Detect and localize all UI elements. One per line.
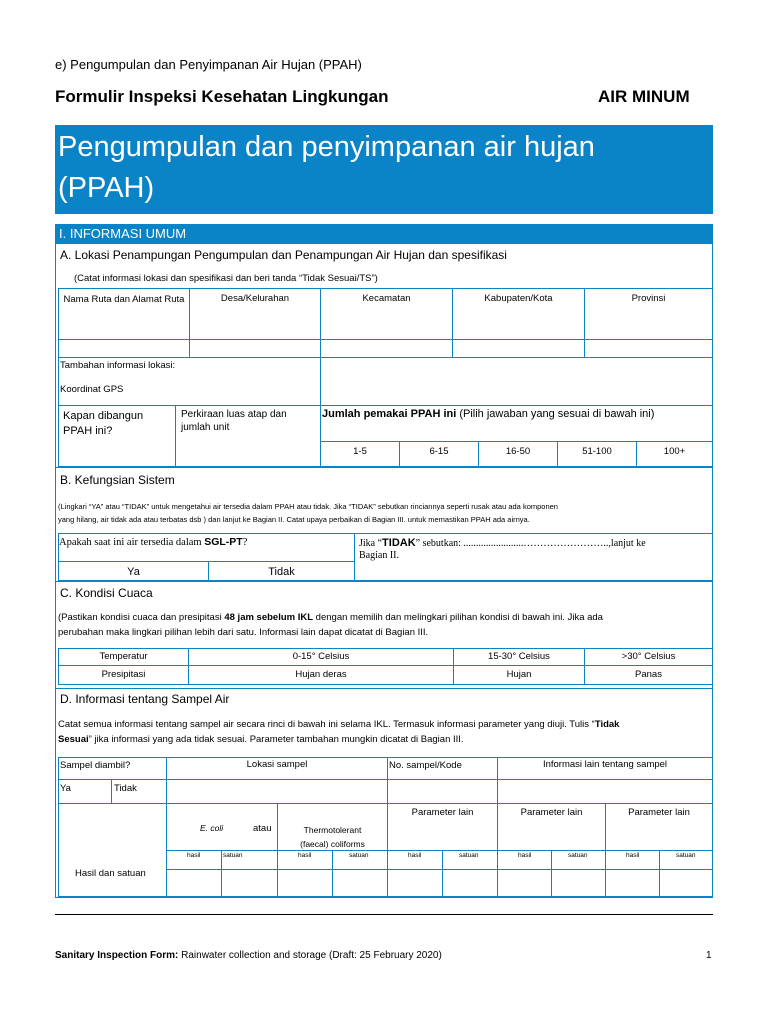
input-no-sampel[interactable]: [387, 779, 498, 804]
tambahan-input[interactable]: [320, 357, 713, 406]
presipitasi-label: Presipitasi: [58, 665, 189, 685]
banner-line-1: Pengumpulan dan penyimpanan air hujan: [58, 131, 595, 163]
jumlah-option[interactable]: 100+: [636, 441, 713, 467]
question-label: Apakah saat ini air tersedia dalam SGL-PT?: [59, 536, 248, 548]
banner-line-2: (PPAH): [58, 172, 155, 204]
thermo-label-2: (faecal) coliforms: [300, 839, 365, 849]
input-kecamatan[interactable]: [320, 339, 453, 358]
form-title: Formulir Inspeksi Kesehatan Lingkungan: [55, 87, 389, 106]
satuan-header: satuan: [442, 850, 498, 870]
input-satuan[interactable]: [332, 869, 388, 897]
input-kabupaten[interactable]: [452, 339, 585, 358]
ya-option[interactable]: Ya: [58, 561, 209, 581]
hasil-header: hasil: [605, 850, 660, 870]
kapan-cell[interactable]: [58, 405, 176, 467]
section-c-note-2: perubahan maka lingkari pilihan lebih dari satu. Informasi lain dapat dicatat di Bagian III.: [58, 627, 429, 638]
col-lokasi: Lokasi sampel: [166, 757, 388, 780]
jumlah-cell: [320, 405, 713, 442]
col-desa: Desa/Kelurahan: [189, 288, 321, 340]
input-hasil[interactable]: [387, 869, 443, 897]
col-nama-ruta: Nama Ruta dan Alamat Ruta: [58, 288, 190, 340]
input-nama-ruta[interactable]: [58, 339, 190, 358]
input-hasil[interactable]: [166, 869, 222, 897]
jumlah-option[interactable]: 16-50: [478, 441, 558, 467]
col-info-lain: Informasi lain tentang sampel: [497, 757, 713, 780]
input-satuan[interactable]: [221, 869, 278, 897]
ecoli-cell: [166, 803, 278, 851]
atau-label: atau: [253, 823, 272, 834]
jika-label: Jika “TIDAK” sebutkan: ........................……………………..,lanjut ke: [359, 537, 646, 549]
question-cell: [58, 533, 355, 562]
col-kabupaten: Kabupaten/Kota: [452, 288, 585, 340]
hasil-header: hasil: [387, 850, 443, 870]
section-d-note-2: Sesuai” jika informasi yang ada tidak sesuai. Parameter tambahan mungkin dicatat di Bagian III.: [58, 734, 464, 745]
section-c-title: C. Kondisi Cuaca: [60, 586, 153, 600]
col-kecamatan: Kecamatan: [320, 288, 453, 340]
col-no-sampel: No. sampel/Kode: [387, 757, 498, 780]
param-lain-cell[interactable]: Parameter lain: [605, 803, 713, 851]
temp-option[interactable]: >30° Celsius: [584, 648, 713, 666]
sampel-tidak[interactable]: Tidak: [111, 779, 167, 804]
input-hasil[interactable]: [605, 869, 660, 897]
satuan-header: satuan: [551, 850, 606, 870]
tambahan-label: Tambahan informasi lokasi:: [60, 360, 176, 371]
section-a-note: (Catat informasi lokasi dan spesifikasi dan beri tanda “Tidak Sesuai/TS”): [74, 273, 378, 284]
tambahan-cell[interactable]: [58, 357, 321, 406]
thermo-cell: [277, 803, 388, 851]
satuan-header: satuan: [659, 850, 713, 870]
jika-line-2: Bagian II.: [359, 550, 399, 561]
section-b-note-2: yang hilang, air tidak ada atau terbatas dsb ) dan lanjut ke Bagian II. Catat upaya perbaikan di Bagian III. untuk memastikan PPAH ada airnya.: [58, 515, 530, 524]
col-provinsi: Provinsi: [584, 288, 713, 340]
section-d-title: D. Informasi tentang Sampel Air: [60, 692, 230, 706]
section-heading: I. INFORMASI UMUM: [59, 226, 187, 241]
input-provinsi[interactable]: [584, 339, 713, 358]
input-satuan[interactable]: [442, 869, 498, 897]
jumlah-option[interactable]: 51-100: [557, 441, 637, 467]
satuan-header: satuan: [332, 850, 388, 870]
satuan-header: satuan: [221, 850, 278, 870]
category-label: AIR MINUM: [598, 87, 690, 106]
section-c-note-1: (Pastikan kondisi cuaca dan presipitasi 48 jam sebelum IKL dengan memilih dan melingkari pilihan kondisi di bawah ini. Jika ada: [58, 612, 603, 623]
temperatur-label: Temperatur: [58, 648, 189, 666]
input-satuan[interactable]: [551, 869, 606, 897]
jumlah-option[interactable]: 6-15: [399, 441, 479, 467]
jumlah-label: Jumlah pemakai PPAH ini (Pilih jawaban yang sesuai di bawah ini): [322, 408, 655, 420]
sampel-ya[interactable]: Ya: [58, 779, 112, 804]
section-a-title: A. Lokasi Penampungan Pengumpulan dan Penampungan Air Hujan dan spesifikasi: [60, 248, 507, 262]
section-b-note-1: (Lingkari “YA” atau “TIDAK” untuk mengetahui air tersedia dalam PPAH atau tidak. Jika “TIDAK” sebutkan rinciannya seperti rusak atau ada komponen: [58, 502, 558, 511]
hasil-satuan-cell: [58, 803, 167, 897]
hasil-header: hasil: [277, 850, 333, 870]
section-d-note-1: Catat semua informasi tentang sampel air secara rinci di bawah ini selama IKL. Termasuk informasi parameter yang diuji. Tulis “Tidak: [58, 719, 620, 730]
temp-option[interactable]: 0-15° Celsius: [188, 648, 454, 666]
presip-option[interactable]: Panas: [584, 665, 713, 685]
thermo-label-1: Thermotolerant: [303, 825, 362, 835]
input-lokasi[interactable]: [166, 779, 388, 804]
ecoli-label: E. coli: [200, 823, 224, 833]
section-b-title: B. Kefungsian Sistem: [60, 473, 175, 487]
input-desa[interactable]: [189, 339, 321, 358]
perkiraan-cell[interactable]: [175, 405, 321, 467]
param-lain-cell[interactable]: Parameter lain: [497, 803, 606, 851]
gps-label: Koordinat GPS: [60, 384, 124, 395]
perkiraan-label: Perkiraan luas atap dan jumlah unit: [181, 409, 287, 433]
param-lain-cell[interactable]: Parameter lain: [387, 803, 498, 851]
jika-cell[interactable]: [354, 533, 713, 581]
presip-option[interactable]: Hujan deras: [188, 665, 454, 685]
page-number: 1: [706, 950, 712, 961]
temp-option[interactable]: 15-30° Celsius: [453, 648, 585, 666]
footer-text: Sanitary Inspection Form: Rainwater collection and storage (Draft: 25 February 2020): [55, 950, 442, 961]
tidak-option[interactable]: Tidak: [208, 561, 355, 581]
col-diambil: Sampel diambil?: [58, 757, 167, 780]
input-hasil[interactable]: [277, 869, 333, 897]
footer-divider: [55, 914, 713, 915]
section-ref: e) Pengumpulan dan Penyimpanan Air Hujan (PPAH): [55, 57, 362, 72]
section-heading-bar: [55, 224, 713, 243]
jumlah-option[interactable]: 1-5: [320, 441, 400, 467]
presip-option[interactable]: Hujan: [453, 665, 585, 685]
input-hasil[interactable]: [497, 869, 552, 897]
title-banner: [55, 125, 713, 214]
hasil-satuan-label: Hasil dan satuan: [75, 868, 146, 879]
hasil-header: hasil: [166, 850, 222, 870]
input-satuan[interactable]: [659, 869, 713, 897]
kapan-label: Kapan dibangun PPAH ini?: [63, 410, 144, 437]
hasil-header: hasil: [497, 850, 552, 870]
input-info-lain[interactable]: [497, 779, 713, 804]
